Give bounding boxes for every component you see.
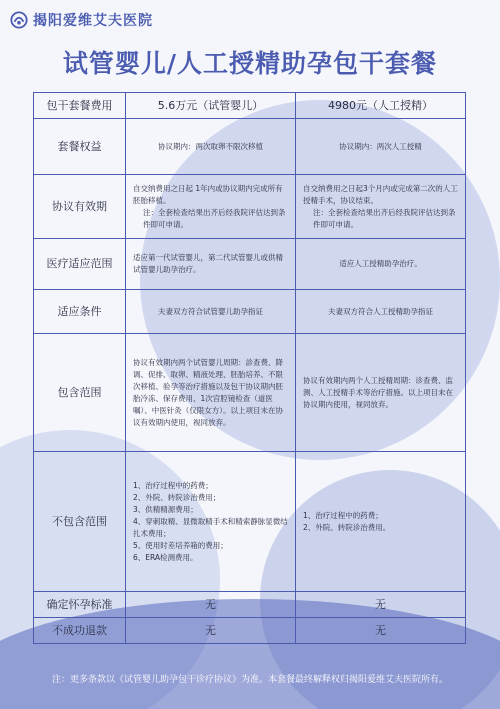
table-row <box>34 452 466 592</box>
header-ivf-price: 5.6万元（试管婴儿） <box>126 93 296 119</box>
ivf-cell: 适应第一代试管婴儿，第二代试管婴儿或供精试管婴儿助孕治疗。 <box>126 239 296 290</box>
list-item: 4、穿刺取精、显微取精手术和精索静脉显微结扎术费用； <box>133 516 288 538</box>
footnote: 注：更多条款以《试管婴儿助孕包干诊疗协议》为准。本套餐最终解释权归揭阳爱维艾夫医院所有。 <box>51 675 448 685</box>
table-row <box>34 175 466 239</box>
header-iui-price: 4980元（人工授精） <box>296 93 466 119</box>
hospital-name: 揭阳爱维艾夫医院 <box>33 13 153 29</box>
list-item: 2、外院、转院诊治费用； <box>133 492 221 502</box>
iui-cell: 无 <box>296 592 466 618</box>
ivf-cell: 协议有效期内两个试管婴儿周期：診查费、降调、促排、取卵、精液处理、胚胎培养、不限次移植、验孕等治疗措施以及包干协议期内胚胎冷冻、保存费用、1次宫腔镜检查（道医嘱）、中医针灸（仅限女方）。以上项目未在协议有效期内使用，视同放弃。 <box>126 334 296 452</box>
page-title: 试管婴儿/人工授精助孕包干套餐 <box>62 49 438 78</box>
ivf-cell: 无 <box>126 592 296 618</box>
row-label: 套餐权益 <box>34 119 126 175</box>
table-row <box>34 618 466 644</box>
row-label: 包含范围 <box>34 334 126 452</box>
row-label: 协议有效期 <box>34 175 126 239</box>
table-row <box>34 290 466 334</box>
table-row <box>34 334 466 452</box>
header-fee-label: 包干套餐费用 <box>34 93 126 119</box>
ivf-cell <box>126 452 296 592</box>
list-item: 2、外院、转院诊治费用。 <box>303 522 391 532</box>
ivf-cell: 协议期内：两次取卵不限次移植 <box>126 119 296 175</box>
table-header-row <box>34 93 466 119</box>
table-row <box>34 239 466 290</box>
cell-text: 自交纳费用之日起 1年内或协议期内完成所有胚胎移植。 <box>133 183 283 205</box>
row-label: 确定怀孕标准 <box>34 592 126 618</box>
cell-note: 注：全套检查结果出齐后经我院评估达到条件即可申请。 <box>313 207 456 229</box>
iui-cell <box>296 452 466 592</box>
list-item: 3、供精精源费用； <box>133 504 198 514</box>
list-item: 1、治疗过程中的药费； <box>303 510 383 520</box>
table-row <box>34 119 466 175</box>
list-item: 6、ERA检测费用。 <box>133 552 198 562</box>
package-table <box>33 92 466 644</box>
iui-cell <box>296 175 466 239</box>
row-label: 不包含范围 <box>34 452 126 592</box>
hospital-logo-icon <box>10 11 28 29</box>
iui-cell: 无 <box>296 618 466 644</box>
iui-cell: 夫妻双方符合人工授精助孕指证 <box>296 290 466 334</box>
cell-note: 注：全套检查结果出齐后经我院评估达到条件即可申请。 <box>143 207 286 229</box>
list-item: 1、治疗过程中的药费； <box>133 480 213 490</box>
ivf-cell <box>126 175 296 239</box>
cell-text: 自交纳费用之日起3个月内或完成第二次的人工授精手术，协议结束。 <box>303 183 458 205</box>
iui-cell: 协议期内：两次人工授精 <box>296 119 466 175</box>
iui-cell: 适应人工授精助孕治疗。 <box>296 239 466 290</box>
hospital-logo <box>10 9 153 31</box>
row-label: 医疗适应范围 <box>34 239 126 290</box>
table-row <box>34 592 466 618</box>
row-label: 适应条件 <box>34 290 126 334</box>
ivf-cell: 夫妻双方符合试管婴儿助孕指证 <box>126 290 296 334</box>
list-item: 5、使用时差培养箱的费用； <box>133 540 228 550</box>
iui-cell: 协议有效期内两个人工授精周期：诊查费、监测、人工授精手术等治疗措施。以上项目未在协议期内使用，视同放弃。 <box>296 334 466 452</box>
row-label: 不成功退款 <box>34 618 126 644</box>
ivf-cell: 无 <box>126 618 296 644</box>
